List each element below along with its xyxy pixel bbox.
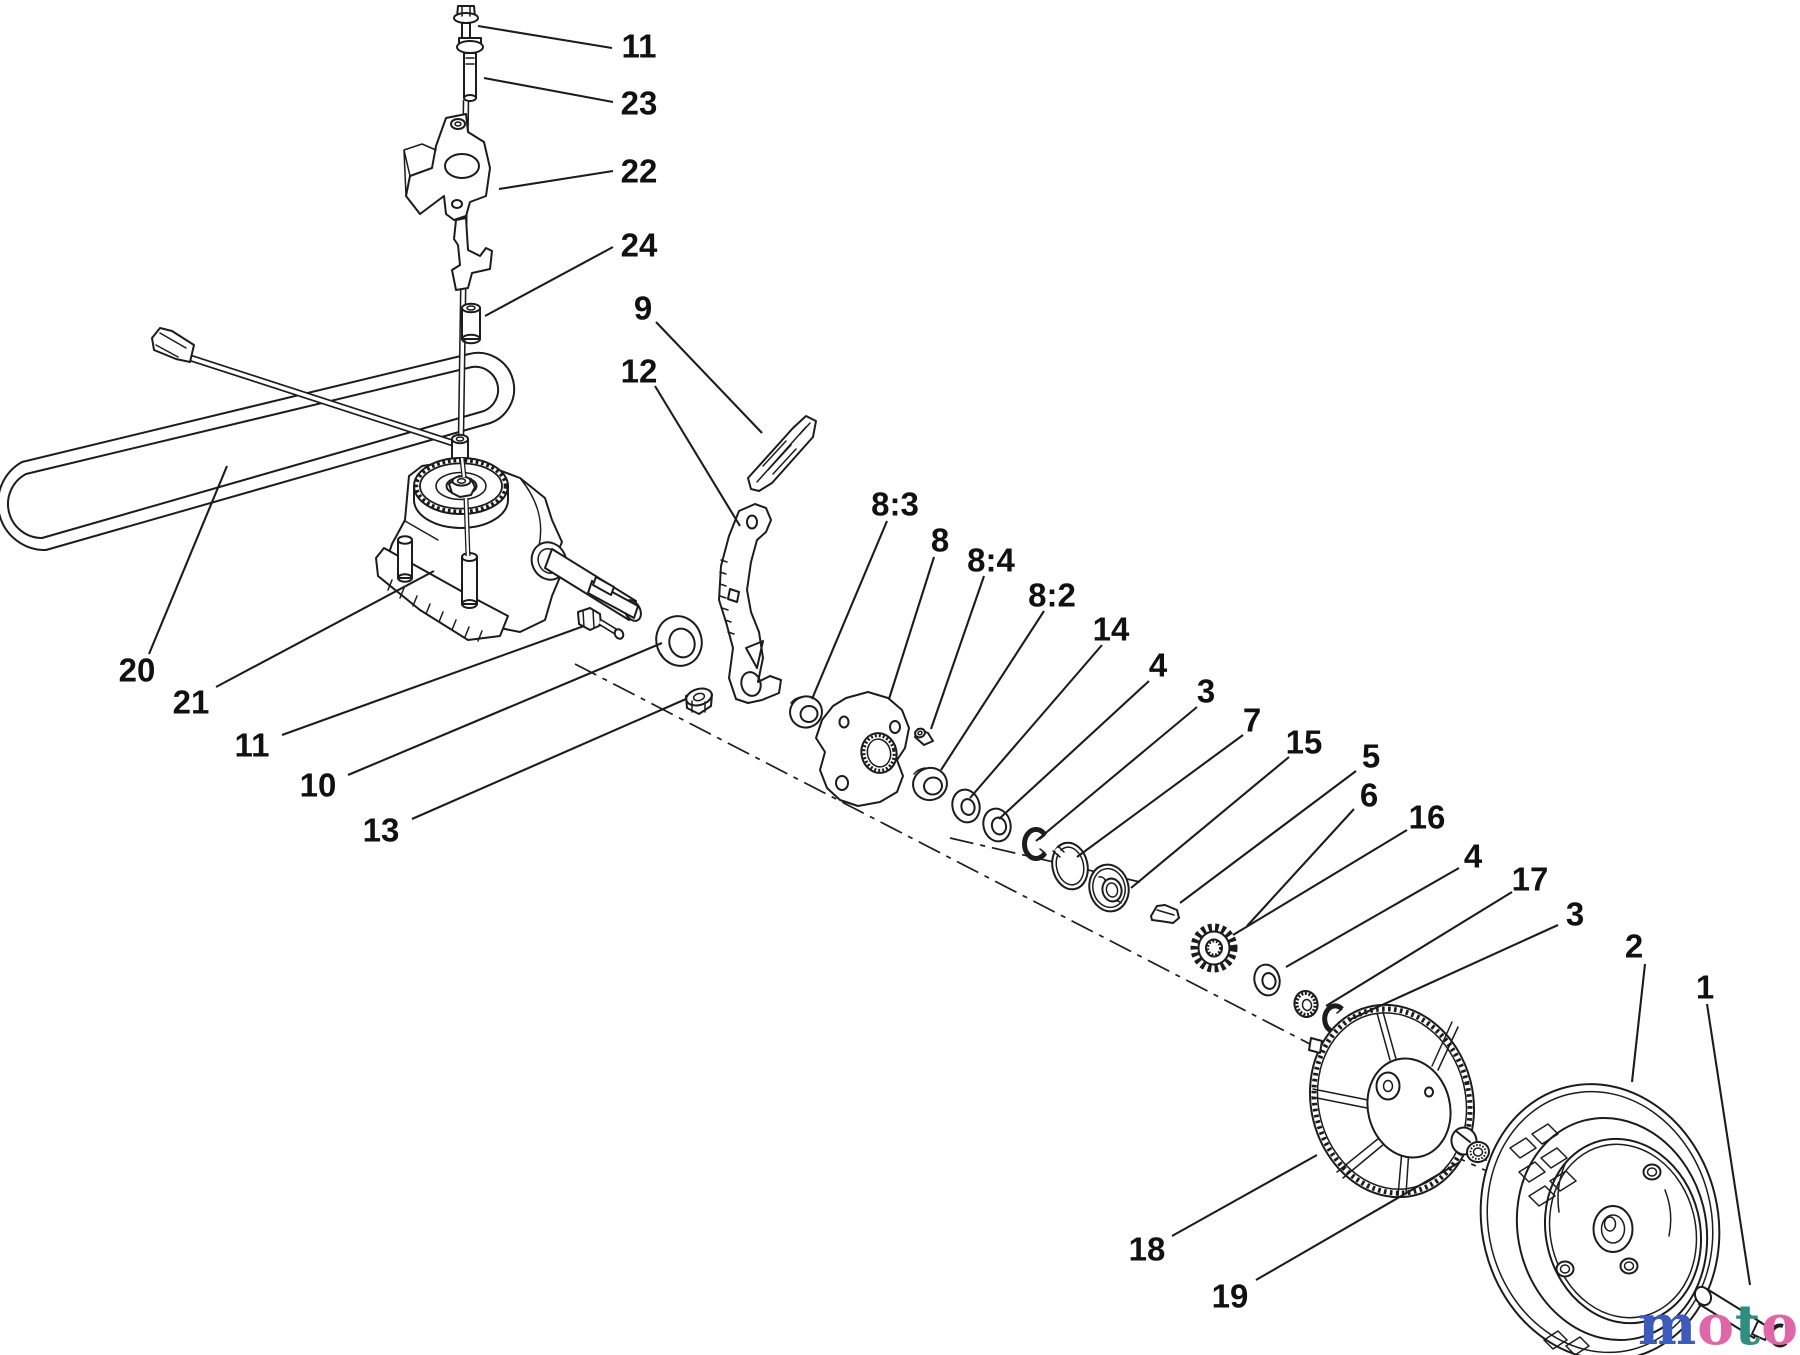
washer-14 [949,787,983,826]
callout-leader-flange-bushing [348,643,662,775]
callout-number-collar-17: 17 [1511,860,1549,898]
callout-number-v-belt: 20 [118,651,156,689]
callout-number-grip: 9 [633,289,653,327]
callout-leader-spacer-6 [1247,809,1354,926]
set-screw [914,727,933,745]
callout-spacer-6 [1247,777,1378,927]
callout-key-5 [1180,738,1380,904]
callout-shoulder-bolt [484,78,657,122]
transmission [376,435,644,641]
callout-washer-4a [999,647,1168,820]
callout-number-wheel: 2 [1624,927,1644,965]
bearing-housing [816,692,909,806]
callout-leader-bolt-side [282,626,584,735]
callout-number-wheel-bushing: 19 [1211,1277,1249,1315]
callout-flange-bushing [300,643,662,804]
callout-number-bolt-side: 11 [234,726,270,764]
callout-number-bearing-15: 15 [1285,723,1323,761]
bushing-8-2 [909,764,950,804]
callout-number-spacer-6: 6 [1359,776,1379,814]
callout-leader-set-screw [931,576,984,729]
gear-wheel [1290,987,1494,1214]
callout-bolt-top [478,26,656,65]
callout-bushing-8-2 [941,577,1076,771]
callout-leader-lever [655,386,740,526]
retaining-ring-7 [1048,839,1092,892]
callout-leader-washer-14 [970,645,1102,798]
callout-set-screw [931,542,1015,730]
callout-e-ring-3b [1349,896,1584,1021]
pinion-gear [1191,924,1238,973]
callout-e-ring-3a [1036,673,1215,842]
idler-bracket [404,114,492,290]
callout-bushing-8-3 [812,486,919,700]
callout-number-washer-4b: 4 [1463,837,1483,875]
callout-washer-4b [1286,838,1483,968]
callout-leader-gear-wheel [1172,1155,1317,1236]
callout-leader-bushing-8-3 [812,521,887,699]
callout-leader-transmission [216,571,434,687]
bearing-15 [1085,861,1133,915]
callout-collar-17 [1326,861,1548,1007]
callout-number-hex-nut: 13 [362,811,400,849]
callout-leader-spacer [485,247,613,316]
callout-number-bolt-top: 11 [621,27,657,65]
callout-number-washer-14: 14 [1092,610,1130,648]
callout-spacer [485,227,658,317]
shift-lever [719,504,781,703]
callout-layer [119,26,1750,1315]
callout-leader-hex-nut [412,699,686,819]
watermark-logo: moto [1638,1292,1799,1355]
flange-bushing [650,610,708,671]
callout-number-transmission: 21 [172,683,210,721]
washer-4b [1251,962,1283,998]
callout-number-lever: 12 [620,352,658,390]
hex-nut [684,686,713,714]
callout-leader-grip [656,322,762,433]
callout-leader-ring-7 [1077,735,1243,857]
e-ring-3a [1024,830,1045,859]
callout-washer-14 [970,611,1130,799]
callout-ring-7 [1077,702,1261,858]
callout-number-pinion-16: 16 [1408,798,1446,836]
callout-number-washer-4a: 4 [1148,646,1168,684]
callout-number-housing: 8 [930,521,950,559]
callout-lever [621,353,740,527]
callout-hex-nut [363,699,686,849]
shoulder-bolt [457,38,483,101]
callout-housing [889,522,949,700]
callout-wheel [1625,928,1645,1083]
lever-grip [748,416,816,491]
callout-leader-washer-4b [1286,868,1459,967]
callout-leader-bracket [499,171,613,189]
callout-number-shoulder-bolt: 23 [620,84,658,122]
callout-number-e-ring-3a: 3 [1196,672,1216,710]
callout-transmission [173,571,434,721]
callout-gear-wheel [1129,1155,1317,1268]
callout-number-e-ring-3b: 3 [1565,895,1585,933]
callout-number-key-5: 5 [1361,737,1381,775]
callout-leader-bushing-8-2 [941,611,1044,770]
washer-4a [980,806,1014,845]
spacer [462,304,480,343]
callout-number-flange-bushing: 10 [299,766,337,804]
callout-number-bushing-8-2: 8:2 [1028,576,1076,614]
callout-number-bushing-8-3: 8:3 [871,485,919,523]
callout-number-ring-7: 7 [1242,701,1262,739]
callout-number-gear-wheel: 18 [1128,1230,1166,1268]
callout-leader-washer-4a [999,681,1149,819]
callout-bracket [499,153,657,190]
callout-leader-bearing-15 [1131,757,1289,888]
callout-leader-e-ring-3a [1036,707,1197,841]
callout-number-set-screw: 8:4 [967,541,1015,579]
callout-leader-housing [889,557,934,699]
callout-leader-shoulder-bolt [484,78,613,102]
callout-leader-bolt-top [478,26,612,48]
callout-number-axle-bolt: 1 [1695,968,1715,1006]
callout-pinion-16 [1233,799,1445,936]
callout-leader-wheel [1632,964,1645,1082]
woodruff-key [1151,905,1179,923]
callout-bolt-side [235,626,584,764]
splined-collar [1292,989,1320,1019]
callout-number-spacer: 24 [620,226,658,264]
callout-number-bracket: 22 [620,152,658,190]
